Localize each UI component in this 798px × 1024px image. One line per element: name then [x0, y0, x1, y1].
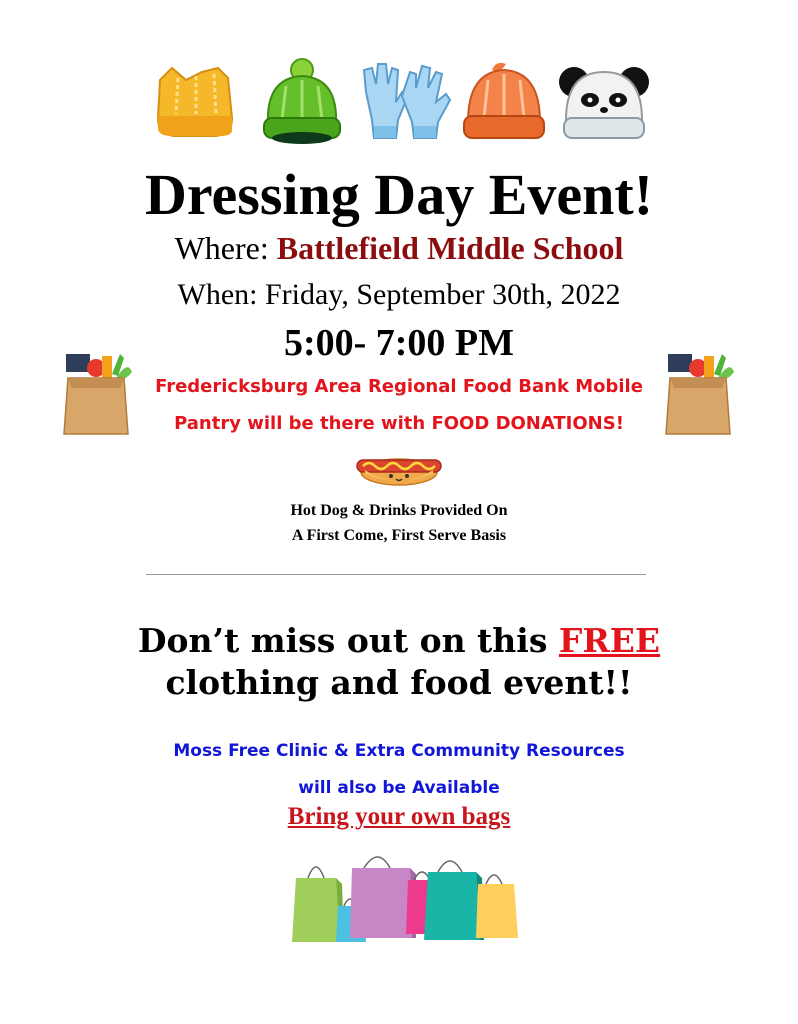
green-bag: [292, 867, 344, 942]
resources-line-1: Moss Free Clinic & Extra Community Resources: [173, 741, 625, 761]
panda-hat-icon: [559, 67, 649, 138]
clothing-icons-row: [150, 58, 650, 144]
green-beanie-icon: [264, 59, 340, 144]
hotdog-line-1: Hot Dog & Drinks Provided On: [290, 502, 508, 519]
headline-line-1: [0, 620, 798, 662]
event-location: [0, 228, 798, 268]
event-time: 5:00- 7:00 PM: [283, 322, 515, 364]
food-bank-line-1: Fredericksburg Area Regional Food Bank Mobile: [155, 376, 643, 397]
headline-free: FREE: [558, 621, 661, 660]
location-name: Battlefield Middle School: [276, 230, 624, 266]
teal-bag: [424, 861, 484, 940]
food-bank-notice: [0, 368, 798, 442]
purple-bag: [350, 857, 416, 938]
headline: [0, 620, 798, 704]
hotdog-notice: [0, 498, 798, 548]
shopping-bags-icon: [290, 850, 520, 946]
event-date: When: Friday, September 30th, 2022: [177, 278, 621, 311]
hotdog-icon: [355, 448, 443, 488]
yellow-bag: [476, 875, 518, 938]
resources-line-2: will also be Available: [298, 778, 500, 798]
hotdog-line-2: A First Come, First Serve Basis: [291, 527, 507, 544]
orange-beanie-icon: [464, 63, 544, 138]
headline-before: Don’t miss out on this: [137, 621, 548, 660]
divider: [146, 574, 646, 575]
event-title: Dressing Day Event!: [144, 162, 654, 227]
headline-line-2: clothing and food event!!: [165, 663, 633, 702]
where-label: Where:: [174, 230, 269, 266]
food-bank-line-2: Pantry will be there with FOOD DONATIONS!: [174, 413, 624, 434]
bring-bags-notice: Bring your own bags: [287, 803, 511, 830]
resources-notice: [0, 733, 798, 807]
yellow-knit-hat-icon: [158, 68, 232, 136]
blue-gloves-icon: [364, 64, 450, 138]
